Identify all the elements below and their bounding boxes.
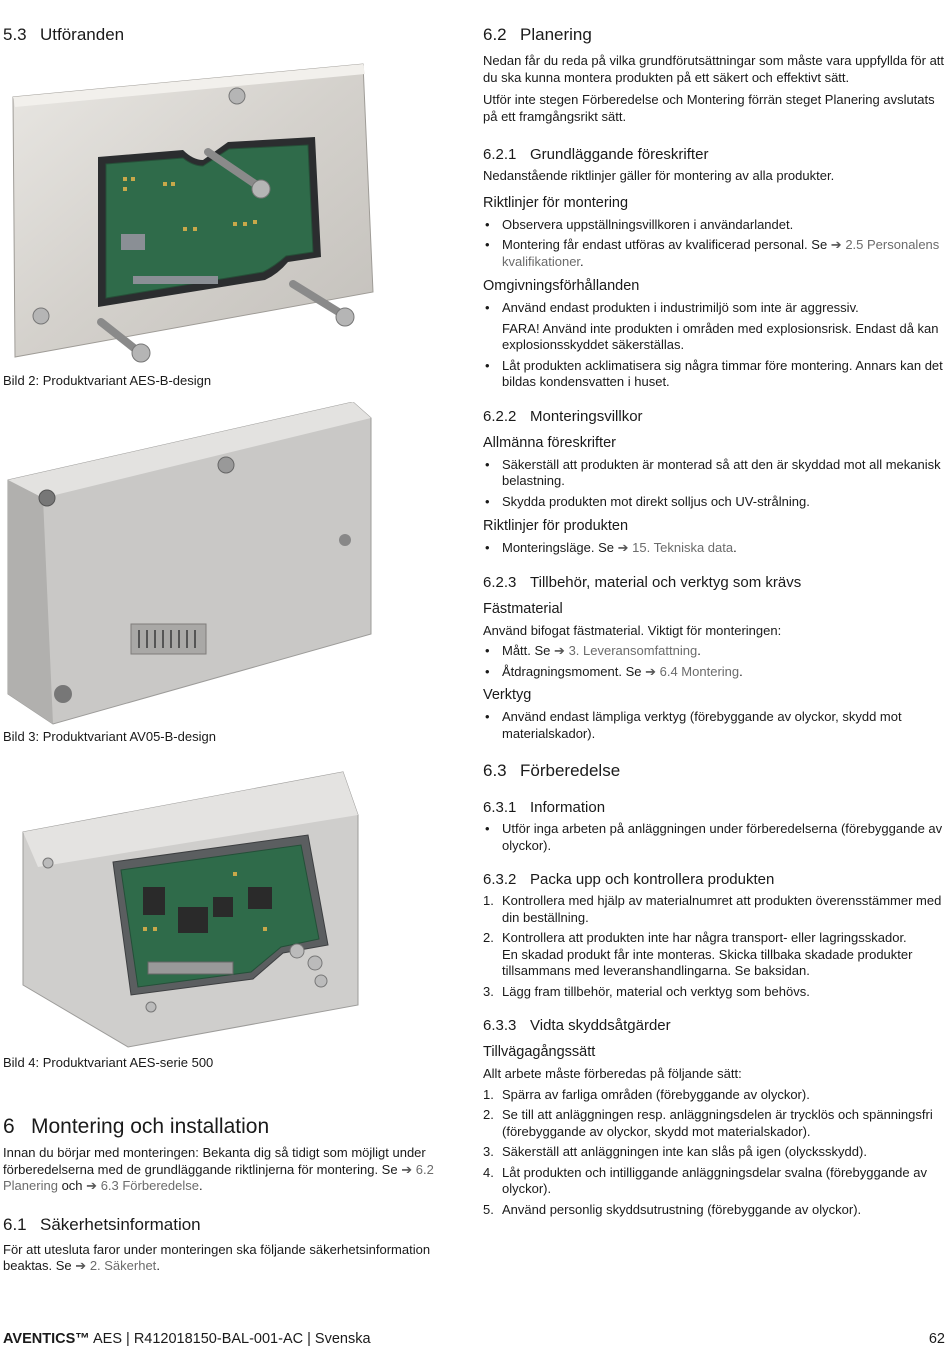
left-column: [3, 24, 439, 46]
fastmaterial-text: Använd bifogat fästmaterial. Viktigt för monteringen:: [483, 622, 782, 638]
section-6-2-1-heading: 6.2.1 Grundläggande föreskrifter: [483, 146, 709, 163]
section-5-3-heading: 5.3 Utföranden: [3, 25, 125, 44]
list-item: 1. Spärra av farliga områden (förebyggande av olyckor).: [483, 1086, 810, 1102]
list-verktyg: [483, 709, 945, 742]
list-item: • Säkerställ att produkten är monterad så att den är skyddad mot all mekanisk belastning.: [483, 457, 945, 490]
danger-note: FARA! Använd inte produkten i områden med explosionsrisk. Endast då kan explosionsskyddet säkerställas.: [502, 320, 939, 352]
figure-2-image: [3, 52, 378, 372]
arrow-right-icon: ➔: [830, 237, 842, 252]
heading-omgivning: Omgivningsförhållanden: [483, 278, 640, 294]
link-15-tekniska-data[interactable]: 15. Tekniska data: [632, 540, 734, 555]
heading-tillvagagangssatt: Tillvägagångssätt: [483, 1044, 596, 1060]
list-item: • Åtdragningsmoment. Se ➔ 6.4 Montering.: [483, 664, 945, 681]
heading-verktyg: Verktyg: [483, 687, 532, 703]
page-number: 62: [928, 1331, 945, 1347]
arrow-right-icon: ➔: [401, 1161, 413, 1177]
footer-doc-info: AVENTICS™ AES | R412018150-BAL-001-AC | Svenska: [3, 1331, 371, 1347]
list-item: • Monteringsläge. Se ➔ 15. Tekniska data.: [483, 540, 945, 557]
section-6-3-1-heading: 6.3.1 Information: [483, 799, 606, 816]
arrow-right-icon: ➔: [86, 1178, 98, 1193]
heading-riktlinjer-produkten: Riktlinjer för produkten: [483, 518, 629, 534]
list-item: 4. Låt produkten och intilliggande anläggningsdelar svalna (förebyggande av olyckor).: [483, 1164, 927, 1196]
figure-4-image: [3, 767, 378, 1052]
list-omgivning: [483, 300, 945, 391]
link-6-2-planering[interactable]: 6.2 Planering: [3, 1161, 434, 1193]
list-riktlinjer-produkten: [483, 540, 945, 557]
arrow-right-icon: ➔: [554, 643, 565, 658]
section-6: [3, 1114, 439, 1275]
list-item: • Mått. Se ➔ 3. Leveransomfattning.: [483, 643, 945, 660]
list-item: 5. Använd personlig skyddsutrustning (förebyggande av olyckor).: [483, 1201, 862, 1217]
page-footer: [3, 1331, 945, 1351]
section-6-2-2-heading: 6.2.2 Monteringsvillkor: [483, 407, 643, 425]
arrow-right-icon: ➔: [617, 540, 629, 555]
section-6-3-2-heading: 6.3.2 Packa upp och kontrollera produkten: [483, 871, 775, 888]
list-item: • Montering får endast utföras av kvalificerad personal. Se ➔ 2.5 Personalens kvalifikationer.: [483, 237, 945, 270]
section-6-2-1-text: Nedanstående riktlinjer gäller för montering av alla produkter.: [483, 168, 835, 183]
list-fastmaterial: [483, 643, 945, 680]
heading-allmanna: Allmänna föreskrifter: [483, 434, 616, 451]
arrow-right-icon: ➔: [645, 663, 656, 679]
section-6-intro: Innan du börjar med monteringen: Bekanta dig så tidigt som möjligt under förberedelserna med de grundläggande riktlinjerna för montering. Se ➔ 6.2 Planering och ➔ 6.3 Förberedelse.: [3, 1145, 434, 1193]
figure-4-caption: Bild 4: Produktvariant AES-serie 500: [3, 1055, 214, 1070]
link-3-leveransomfattning[interactable]: 3. Leveransomfattning: [568, 643, 698, 658]
section-6-2-p1: Nedan får du reda på vilka grundförutsättningar som måste vara uppfyllda för att du ska kunna montera produkten på ett säkert och effektivt sätt.: [483, 53, 945, 85]
section-6-heading: 6 Montering och installation: [3, 1115, 270, 1138]
link-6-4-montering[interactable]: 6.4 Montering: [659, 663, 740, 679]
section-6-1-text: För att utesluta faror under monteringen ska följande säkerhetsinformation beaktas. Se ➔ 2. Säkerhet.: [3, 1241, 431, 1273]
link-2-5-personal[interactable]: 2.5 Personalens kvalifikationer: [502, 237, 940, 269]
list-item: 3. Lägg fram tillbehör, material och verktyg som behövs.: [483, 983, 810, 999]
list-item: • Låt produkten acklimatisera sig några timmar före montering. Annars kan det bildas kondensvatten i huset.: [483, 358, 945, 391]
list-item: • Skydda produkten mot direkt solljus och UV-strålning.: [483, 494, 945, 511]
arrow-right-icon: ➔: [75, 1258, 87, 1273]
list-item: 2. Kontrollera att produkten inte har några transport- eller lagringsskador. En skadad produkt får inte monteras. Skicka tillbaka skadade produkter tillsammans med leveranshandlingarna. Se baksidan.: [483, 930, 913, 978]
list-item: • Utför inga arbeten på anläggningen under förberedelserna (förebyggande av olyckor).: [483, 821, 945, 854]
section-6-2-p2: Utför inte stegen Förberedelse och Montering förrän steget Planering avslutats på ett framgångsrikt sätt.: [483, 92, 935, 124]
link-6-3-forberedelse[interactable]: 6.3 Förberedelse: [100, 1178, 199, 1193]
section-6-3-heading: 6.3 Förberedelse: [483, 761, 621, 780]
list-information: [483, 821, 945, 854]
list-item: 1. Kontrollera med hjälp av materialnumret att produkten överensstämmer med din beställning.: [483, 893, 942, 925]
list-tillvagagangssatt: [483, 1087, 945, 1219]
list-packa-upp: [483, 893, 945, 1000]
list-item: • Observera uppställningsvillkoren i användarlandet.: [483, 217, 945, 234]
brand-logo: AVENTICS™: [3, 1331, 90, 1347]
figure-3-image: [3, 402, 378, 727]
section-6-2-3-heading: 6.2.3 Tillbehör, material och verktyg som krävs: [483, 573, 802, 591]
heading-fastmaterial: Fästmaterial: [483, 600, 563, 617]
list-allmanna: [483, 457, 945, 511]
figure-3-caption: Bild 3: Produktvariant AV05-B-design: [3, 729, 216, 744]
list-item: 2. Se till att anläggningen resp. anläggningsdelen är trycklös och spänningsfri (förebyggande av olyckor, skydd mot materialskador).: [483, 1107, 933, 1139]
right-column: [483, 24, 945, 1222]
list-item: • Använd endast produkten i industrimiljö som inte är aggressiv. FARA! Använd inte produkten i områden med explosionsrisk. Endast då kan explosionsskyddet säkerställas.: [483, 300, 945, 354]
section-6-2-heading: 6.2 Planering: [483, 25, 592, 44]
tillvagagangssatt-text: Allt arbete måste förberedas på följande sätt:: [483, 1066, 742, 1081]
figure-2-caption: Bild 2: Produktvariant AES-B-design: [3, 373, 212, 388]
link-2-sakerhet[interactable]: 2. Säkerhet: [89, 1258, 157, 1273]
section-6-3-3-heading: 6.3.3 Vidta skyddsåtgärder: [483, 1017, 671, 1034]
list-item: 3. Säkerställ att anläggningen inte kan slås på igen (olycksskydd).: [483, 1144, 867, 1159]
list-riktlinjer-montering: [483, 217, 945, 271]
list-item: • Använd endast lämpliga verktyg (förebyggande av olyckor, skydd mot materialskador).: [483, 709, 945, 742]
section-6-1-heading: 6.1 Säkerhetsinformation: [3, 1214, 201, 1234]
heading-riktlinjer-montering: Riktlinjer för montering: [483, 194, 629, 211]
